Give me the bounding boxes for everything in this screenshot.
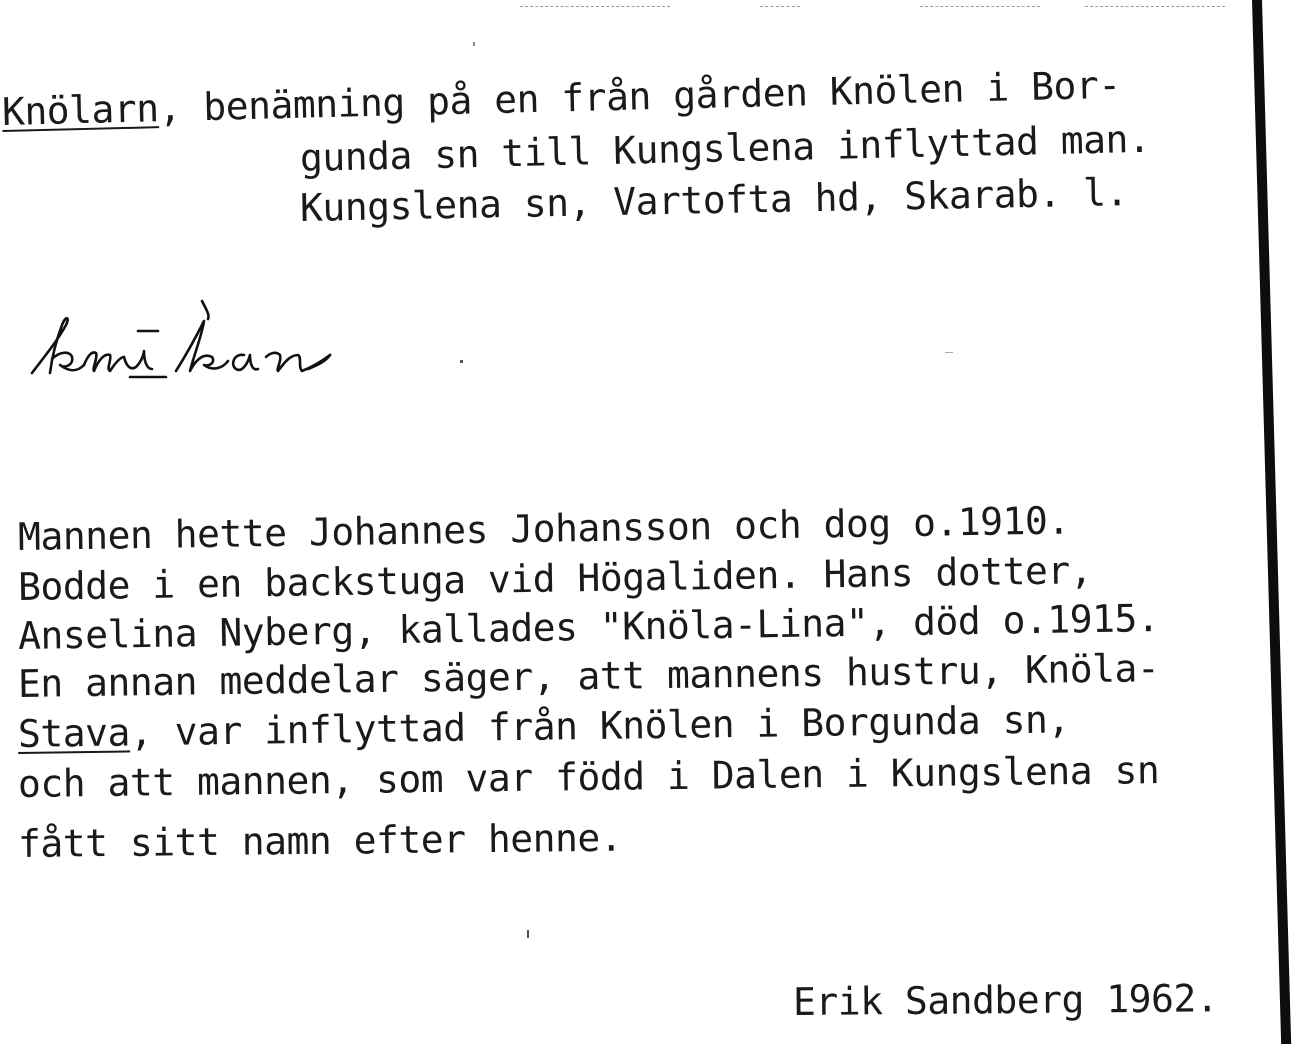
entry-line-3: Kungslena sn, Vartofta hd, Skarab. l. xyxy=(299,170,1129,230)
card-edge-shadow xyxy=(1252,0,1291,1044)
entry-headword: Knölarn xyxy=(1,86,160,134)
body-underlined-name: Stava xyxy=(17,710,131,756)
handwritten-pronunciation xyxy=(26,295,446,390)
body-line-6: och att mannen, som var född i Dalen i Kungslena sn xyxy=(17,748,1160,806)
body-line-2: Bodde i en backstuga vid Högaliden. Hans dotter, xyxy=(17,548,1093,609)
entry-definition-1: , benämning på en från gården Knölen i Bor- xyxy=(158,62,1122,131)
ink-speck xyxy=(527,930,529,938)
top-edge-mark xyxy=(1085,6,1225,7)
top-edge-mark xyxy=(760,6,800,7)
ink-speck xyxy=(473,42,475,46)
body-line-7: fått sitt namn efter henne. xyxy=(17,815,623,866)
body-line-1: Mannen hette Johannes Johansson och dog o.1910. xyxy=(17,498,1070,559)
signature: Erik Sandberg 1962. xyxy=(792,976,1219,1024)
body-line-5-rest: , var inflyttad från Knölen i Borgunda sn, xyxy=(129,697,1070,755)
entry-line-2: gunda sn till Kungslena inflyttad man. xyxy=(299,116,1151,180)
ink-speck xyxy=(945,352,953,353)
top-edge-mark xyxy=(920,6,1040,7)
body-line-4: En annan meddelar säger, att mannens hustru, Knöla- xyxy=(17,646,1160,706)
body-line-5 xyxy=(18,697,1070,756)
ink-speck xyxy=(460,360,463,363)
top-edge-mark xyxy=(520,6,670,7)
body-line-3: Anselina Nyberg, kallades "Knöla-Lina", död o.1915. xyxy=(17,596,1160,658)
